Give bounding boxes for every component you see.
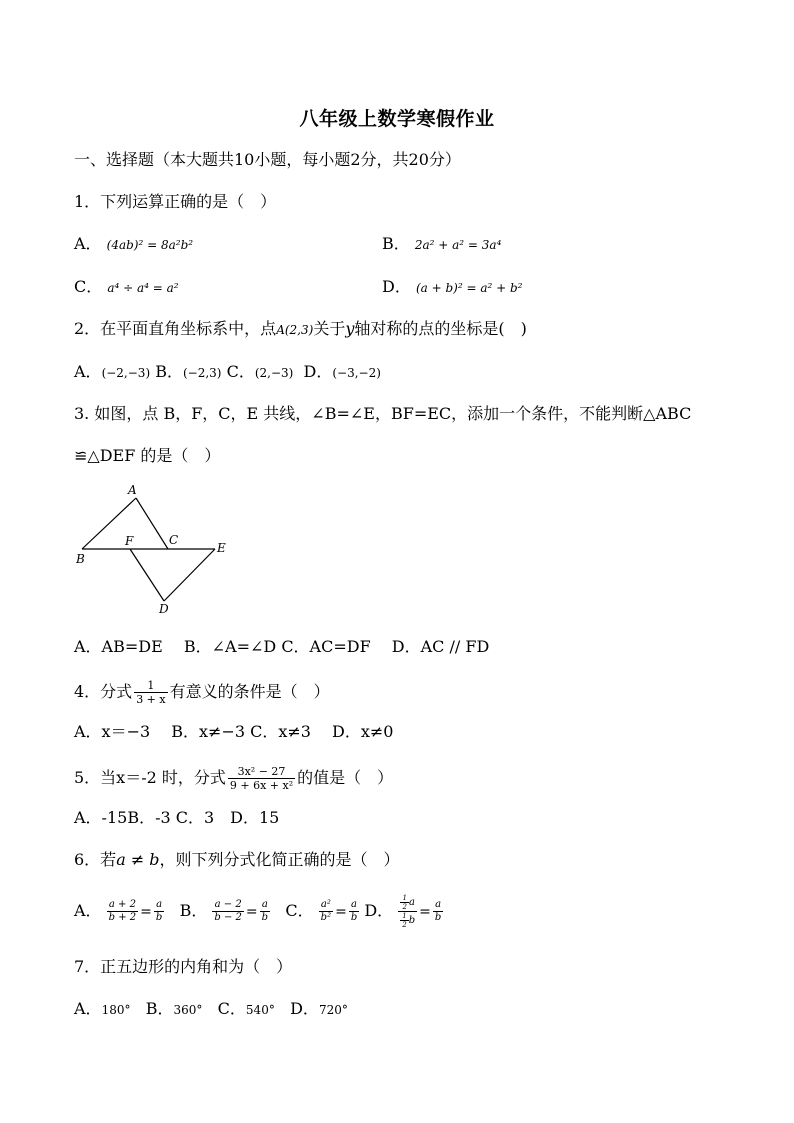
equals-sign: = (335, 903, 347, 920)
stem-text: ，则下列分式化简正确的是（ ） (159, 850, 400, 869)
option-value: 720° (318, 1003, 348, 1017)
fraction-denominator: 2 (402, 903, 407, 911)
option-label: A． (74, 999, 102, 1018)
fraction-numerator (398, 894, 417, 912)
fraction-numerator: 1 (134, 679, 167, 693)
fraction-numerator: a (260, 899, 270, 912)
stem-text: 6．若 (74, 850, 117, 869)
option-label: D． (382, 277, 411, 296)
fraction-denominator: b (261, 912, 269, 923)
option-value: 540° (245, 1003, 275, 1017)
q1-stem: 1．下列运算正确的是（ ） (74, 192, 277, 211)
fraction (260, 899, 270, 924)
option-expression: (a + b)² = a² + b² (415, 281, 523, 295)
segment-fd (130, 549, 164, 601)
section-heading: 一、选择题（本大题共10小题，每小题2分，共20分） (74, 150, 461, 169)
fraction-denominator: b² (320, 912, 332, 923)
option-value: 360° (173, 1003, 203, 1017)
fraction (212, 899, 244, 924)
option-expression: (−3,−2) (332, 366, 381, 380)
fraction-numerator: 3x² − 27 (228, 765, 295, 779)
label-c: C (169, 533, 179, 547)
option-label: C． (74, 277, 103, 296)
label-e: E (217, 541, 226, 555)
equals-sign: = (245, 903, 258, 920)
fraction (107, 899, 139, 924)
fraction-denominator (398, 912, 417, 929)
option-label: B． (145, 999, 174, 1018)
point-expression: A(2,3) (276, 323, 314, 337)
fraction-numerator: a (349, 899, 359, 912)
fraction-denominator: b + 2 (108, 912, 137, 923)
q6-options (74, 894, 443, 934)
option-label: C． (285, 901, 314, 920)
half-fraction (400, 912, 408, 929)
label-a: A (128, 483, 137, 497)
q3-stem-line2: ≌△DEF 的是（ ） (74, 446, 221, 465)
stem-text: 2．在平面直角坐标系中，点 (74, 319, 277, 338)
option-expression: (−2,−3) (101, 366, 151, 380)
fraction-denominator: b (350, 912, 358, 923)
option-expression: (2,−3) (254, 366, 294, 380)
fraction (349, 899, 359, 924)
fraction-denominator: 9 + 6x + x² (229, 779, 294, 792)
compound-fraction (398, 894, 417, 929)
option-expression: 2a² + a² = 3a⁴ (414, 238, 502, 252)
fraction-numerator: a (154, 899, 164, 912)
fraction-numerator: a² (319, 899, 333, 912)
fraction-denominator: b (434, 912, 442, 923)
option-label: B． (155, 362, 183, 381)
condition-expression: a ≠ b (116, 850, 160, 869)
fraction-numerator: a + 2 (107, 899, 139, 912)
stem-text: 4．分式 (74, 682, 133, 701)
fraction-denominator: b (155, 912, 163, 923)
fraction (154, 899, 164, 924)
segment-de (164, 549, 215, 601)
option-label: C． (226, 362, 255, 381)
option-label: B． (179, 901, 208, 920)
q4-stem (74, 679, 330, 706)
half-fraction (400, 894, 408, 911)
stem-text: 轴对称的点的坐标是( ) (354, 319, 527, 338)
variable: b (408, 915, 416, 926)
option-label: A． (74, 362, 102, 381)
q7-stem: 7．正五边形的内角和为（ ） (74, 957, 293, 976)
triangle-figure (70, 480, 245, 620)
q5-stem (74, 765, 393, 792)
option-label: D． (303, 362, 333, 381)
fraction-numerator: 1 (402, 894, 407, 902)
fraction-numerator: a (433, 899, 443, 912)
q1-option-b (382, 234, 501, 255)
option-expression: a⁴ ÷ a⁴ = a² (107, 281, 179, 295)
stem-text: 的值是（ ） (297, 768, 394, 787)
label-b: B (76, 552, 85, 566)
segment-ac (136, 498, 168, 549)
fraction-numerator: 1 (402, 912, 407, 920)
option-expression: (4ab)² = 8a²b² (106, 238, 194, 252)
fraction (433, 899, 443, 924)
option-label: B． (382, 234, 410, 253)
q7-options (74, 999, 348, 1020)
option-label: D． (364, 901, 394, 920)
q4-options: A．x＝−3 B．x≠−3 C．x≠3 D．x≠0 (74, 722, 394, 741)
q2-options (74, 362, 381, 383)
fraction-denominator: 3 + x (136, 693, 166, 706)
stem-text: 有意义的条件是（ ） (169, 682, 330, 701)
fraction-denominator: b − 2 (214, 912, 242, 923)
q5-options: A．-15B．-3 C．3 D．15 (74, 808, 280, 827)
label-d: D (159, 602, 169, 616)
stem-text: 关于 (313, 319, 346, 338)
fraction (134, 679, 167, 706)
q1-option-d (382, 277, 522, 298)
page-title: 八年级上数学寒假作业 (299, 108, 495, 130)
variable: a (408, 897, 415, 908)
option-value: 180° (101, 1003, 131, 1017)
option-label: A． (74, 901, 102, 920)
option-label: C． (217, 999, 246, 1018)
equals-sign: = (140, 903, 152, 920)
q6-stem (74, 850, 400, 870)
fraction-denominator: 2 (402, 921, 407, 929)
q1-option-c (74, 277, 179, 298)
equals-sign: = (419, 903, 431, 920)
label-f: F (125, 534, 134, 548)
option-label: D． (290, 999, 319, 1018)
stem-text: 5．当x＝-2 时，分式 (74, 768, 226, 787)
fraction-numerator: a − 2 (212, 899, 244, 912)
fraction (228, 765, 295, 792)
option-label: A． (74, 234, 102, 253)
option-expression: (−2,3) (182, 366, 222, 380)
axis-variable: y (345, 319, 355, 338)
q1-option-a (74, 234, 193, 255)
q3-stem-line1: 3. 如图，点 B，F，C，E 共线，∠B=∠E，BF=EC，添加一个条件，不能判断△ABC (74, 404, 692, 423)
fraction (319, 899, 333, 924)
q2-stem (74, 319, 527, 340)
q3-options: A．AB=DE B．∠A=∠D C．AC=DF D．AC // FD (74, 637, 490, 656)
